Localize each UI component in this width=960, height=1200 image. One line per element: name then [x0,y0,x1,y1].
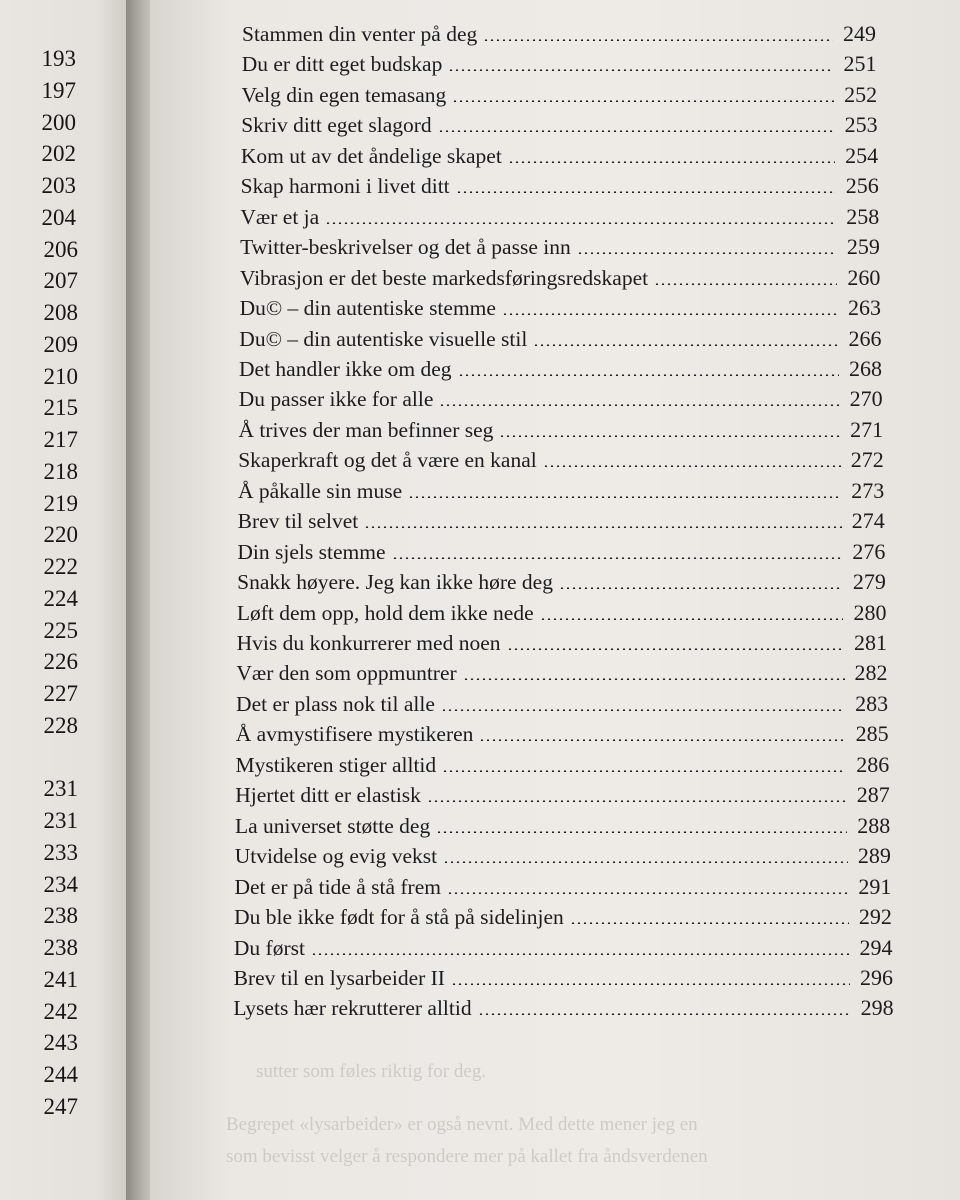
toc-entry-page-number: 289 [857,843,891,869]
toc-entry-page-number: 291 [858,873,892,899]
toc-entry-page-number: 279 [852,569,886,595]
toc-entry [234,933,893,963]
left-page-number: 193 [41,46,76,71]
toc-entry-page-number: 268 [849,355,883,381]
left-page-number: 210 [43,363,78,389]
toc-entry-title: Å påkalle sin muse [237,478,403,503]
toc-entry-page-number: 287 [856,782,890,808]
toc-entry-title: Du først [233,935,305,960]
dot-leader [448,69,833,71]
toc-entry-title: Skap harmoni i livet ditt [240,174,450,199]
left-page-number: 233 [43,839,78,865]
toc-entry-title: Vibrasjon er det beste markedsføringsredskapet [239,265,649,290]
toc-entry-page-number: 270 [849,386,883,412]
toc-entry [241,141,878,171]
toc-entry-page-number: 285 [855,721,889,747]
dot-leader [543,465,841,467]
dot-leader [408,496,841,498]
left-page-number: 222 [43,554,78,579]
toc-entry-title: Kom ut av det åndelige skapet [240,143,502,168]
toc-entry-page-number: 276 [852,538,886,564]
toc-entry-page-number: 296 [860,964,894,990]
show-through-text: sutter som føles riktig for deg. [256,1061,487,1082]
toc-entry [239,354,882,384]
toc-entry [240,232,880,262]
toc-entry [235,811,890,841]
toc-entry-title: Skaperkraft og det å være en kanal [238,448,537,473]
toc-entry-title: Twitter-beskrivelser og det å passe inn [240,235,571,260]
left-page-number: 225 [43,617,78,643]
left-page-number: 227 [43,681,78,706]
toc-entry-title: Hvis du konkurrerer med noen [236,631,501,655]
left-page-number: 203 [41,173,76,198]
toc-entry-title: Å avmystifisere mystikeren [235,722,474,747]
toc-entry-title: Lysets hær rekrutterer alltid [233,996,472,1021]
toc-entry-title: Utvidelse og evig vekst [234,844,438,869]
dot-leader [458,374,839,376]
dot-leader [392,557,843,559]
left-page-number: 202 [41,141,76,167]
toc-entry-title: Å trives der man befinner seg [238,417,494,442]
dot-leader [508,161,835,163]
toc-entry [237,537,885,567]
dot-leader [364,526,841,528]
toc-entry-page-number: 271 [850,416,884,442]
left-page-number: 220 [43,522,78,548]
left-page-number: 231 [43,808,78,833]
toc-entry-title: Du© – din autentiske stemme [239,296,496,321]
dot-leader [499,435,840,437]
toc-entry [237,628,887,658]
dot-leader [478,1013,851,1015]
toc-entry [240,293,881,323]
toc-entry-title: Løft dem opp, hold dem ikke nede [236,600,534,625]
toc-entry-title: Det er plass nok til alle [236,691,435,716]
toc-entry-page-number: 282 [854,660,888,686]
toc-entry [241,171,879,201]
left-page-number: 226 [43,649,78,675]
toc-entry-title: Det handler ikke om deg [239,356,452,381]
dot-leader [443,861,848,863]
left-page-number: 238 [43,935,78,960]
left-page-number: 197 [41,77,76,103]
show-through-text: som bevisst velger å respondere mer på kallet fra åndsverdenen [226,1146,708,1167]
toc-entry-title: Du© – din autentiske visuelle stil [239,326,528,351]
toc-entry-page-number: 292 [858,904,892,930]
dot-leader [507,648,844,650]
toc-entry [237,567,886,597]
toc-entry-title: Det er på tide å stå frem [234,874,441,899]
dot-leader [436,831,847,833]
dot-leader [483,39,833,41]
left-page-number: 244 [43,1062,78,1087]
toc-entry [239,384,883,414]
left-page-number: 243 [43,1030,78,1056]
toc-entry [240,263,881,293]
dot-leader [654,283,837,285]
left-page-number: 228 [43,712,78,738]
left-page-number: 207 [43,268,78,294]
toc-entry [242,49,877,79]
toc-entry-title: Brev til en lysarbeider II [233,965,445,990]
left-page-number: 234 [43,871,78,897]
toc-entry [237,598,887,628]
left-page [0,0,138,1200]
toc-entry-title: Stammen din venter på deg [242,22,478,46]
dot-leader [570,922,849,924]
toc-entry-page-number: 252 [844,81,878,107]
toc-entry-page-number: 298 [860,995,894,1021]
toc-entry [234,963,893,993]
toc-entry-page-number: 280 [853,599,887,625]
toc-entry [241,80,877,110]
dot-leader [577,252,837,254]
toc-entry-page-number: 273 [851,477,885,503]
left-page-number: 217 [43,427,78,452]
toc-entry-page-number: 254 [845,142,879,168]
toc-entry-title: Du er ditt eget budskap [241,52,443,77]
dot-leader [325,222,836,224]
dot-leader [559,587,843,589]
toc-entry-page-number: 251 [843,51,877,77]
toc-entry-title: Velg din egen temasang [241,82,447,107]
dot-leader [456,191,836,193]
dot-leader [540,618,844,620]
toc-entry-page-number: 260 [847,264,881,290]
toc-entry-title: Skriv ditt eget slagord [241,113,432,138]
toc-entry [236,750,890,780]
toc-entry-page-number: 288 [857,812,891,838]
dot-leader [439,404,839,406]
dot-leader [447,892,848,894]
left-page-number: 219 [43,490,78,516]
toc-entry-title: Vær den som oppmuntrer [236,661,457,686]
left-page-number: 238 [43,903,78,929]
left-page-number: 208 [43,300,78,325]
toc-entry-page-number: 283 [855,690,889,716]
dot-leader [452,100,834,102]
toc-entry-page-number: 266 [848,325,882,351]
left-page-number: 231 [43,776,78,802]
toc-entry [238,415,883,445]
toc-entry-title: La universet støtte deg [234,813,431,838]
toc-entry [236,658,887,688]
toc-entry-page-number: 253 [844,112,878,138]
toc-entry-title: Brev til selvet [237,509,359,534]
left-page-number: 215 [43,395,78,421]
toc-entry-page-number: 294 [859,934,893,960]
toc-entry-page-number: 272 [850,447,884,473]
dot-leader [438,130,835,132]
right-page [150,0,960,1200]
toc-entry-page-number: 274 [851,508,885,534]
toc-entry-title: Snakk høyere. Jeg kan ikke høre deg [237,570,553,595]
left-page-number: 247 [43,1093,78,1119]
toc-entry [236,689,888,719]
toc-entry [239,324,881,354]
left-page-number: 204 [41,204,76,230]
toc-entry [238,506,885,536]
toc-entry [233,993,893,1023]
toc-entry-page-number: 256 [845,173,879,199]
dot-leader [533,344,838,346]
toc-entry [238,476,884,506]
toc-entry [234,872,891,902]
toc-entry-page-number: 259 [846,234,880,260]
toc-entry [240,202,879,232]
dot-leader [502,313,838,315]
toc-entry-page-number: 281 [853,630,887,655]
toc-entry [241,110,877,140]
toc-entry [238,445,883,475]
show-through-text: Begrepet «lysarbeider» er også nevnt. Med dette mener jeg en [226,1114,698,1135]
left-page-number: 206 [43,236,78,262]
toc-entry-title: Hjertet ditt er elastisk [235,783,421,808]
toc-entry-title: Din sjels stemme [237,539,386,564]
toc-entry [235,841,891,871]
dot-leader [442,770,846,772]
toc-entry-title: Vær et ja [240,204,320,229]
dot-leader [427,800,847,802]
toc-entry [234,902,892,932]
toc-entry-title: Mystikeren stiger alltid [235,752,437,777]
left-page-number: 200 [41,109,76,135]
toc-entry-title: Du passer ikke for alle [238,387,434,412]
left-page-number: 241 [43,966,78,992]
left-page-number: 218 [43,458,78,484]
toc-entry [236,719,889,749]
toc-entry [235,780,890,810]
toc-entry-page-number: 258 [846,203,880,229]
left-page-number: 242 [43,998,78,1024]
dot-leader [479,739,845,741]
toc-entry-title: Du ble ikke født for å stå på sidelinjen [234,905,564,930]
toc-entry-page-number: 249 [843,21,876,46]
dot-leader [451,983,850,985]
toc-entry [242,19,876,49]
dot-leader [463,678,845,680]
left-page-number: 209 [43,331,78,357]
toc-entry-page-number: 263 [847,295,881,321]
toc-entry-page-number: 286 [856,751,890,777]
dot-leader [311,953,850,955]
dot-leader [441,709,845,711]
left-page-number: 224 [43,585,78,611]
